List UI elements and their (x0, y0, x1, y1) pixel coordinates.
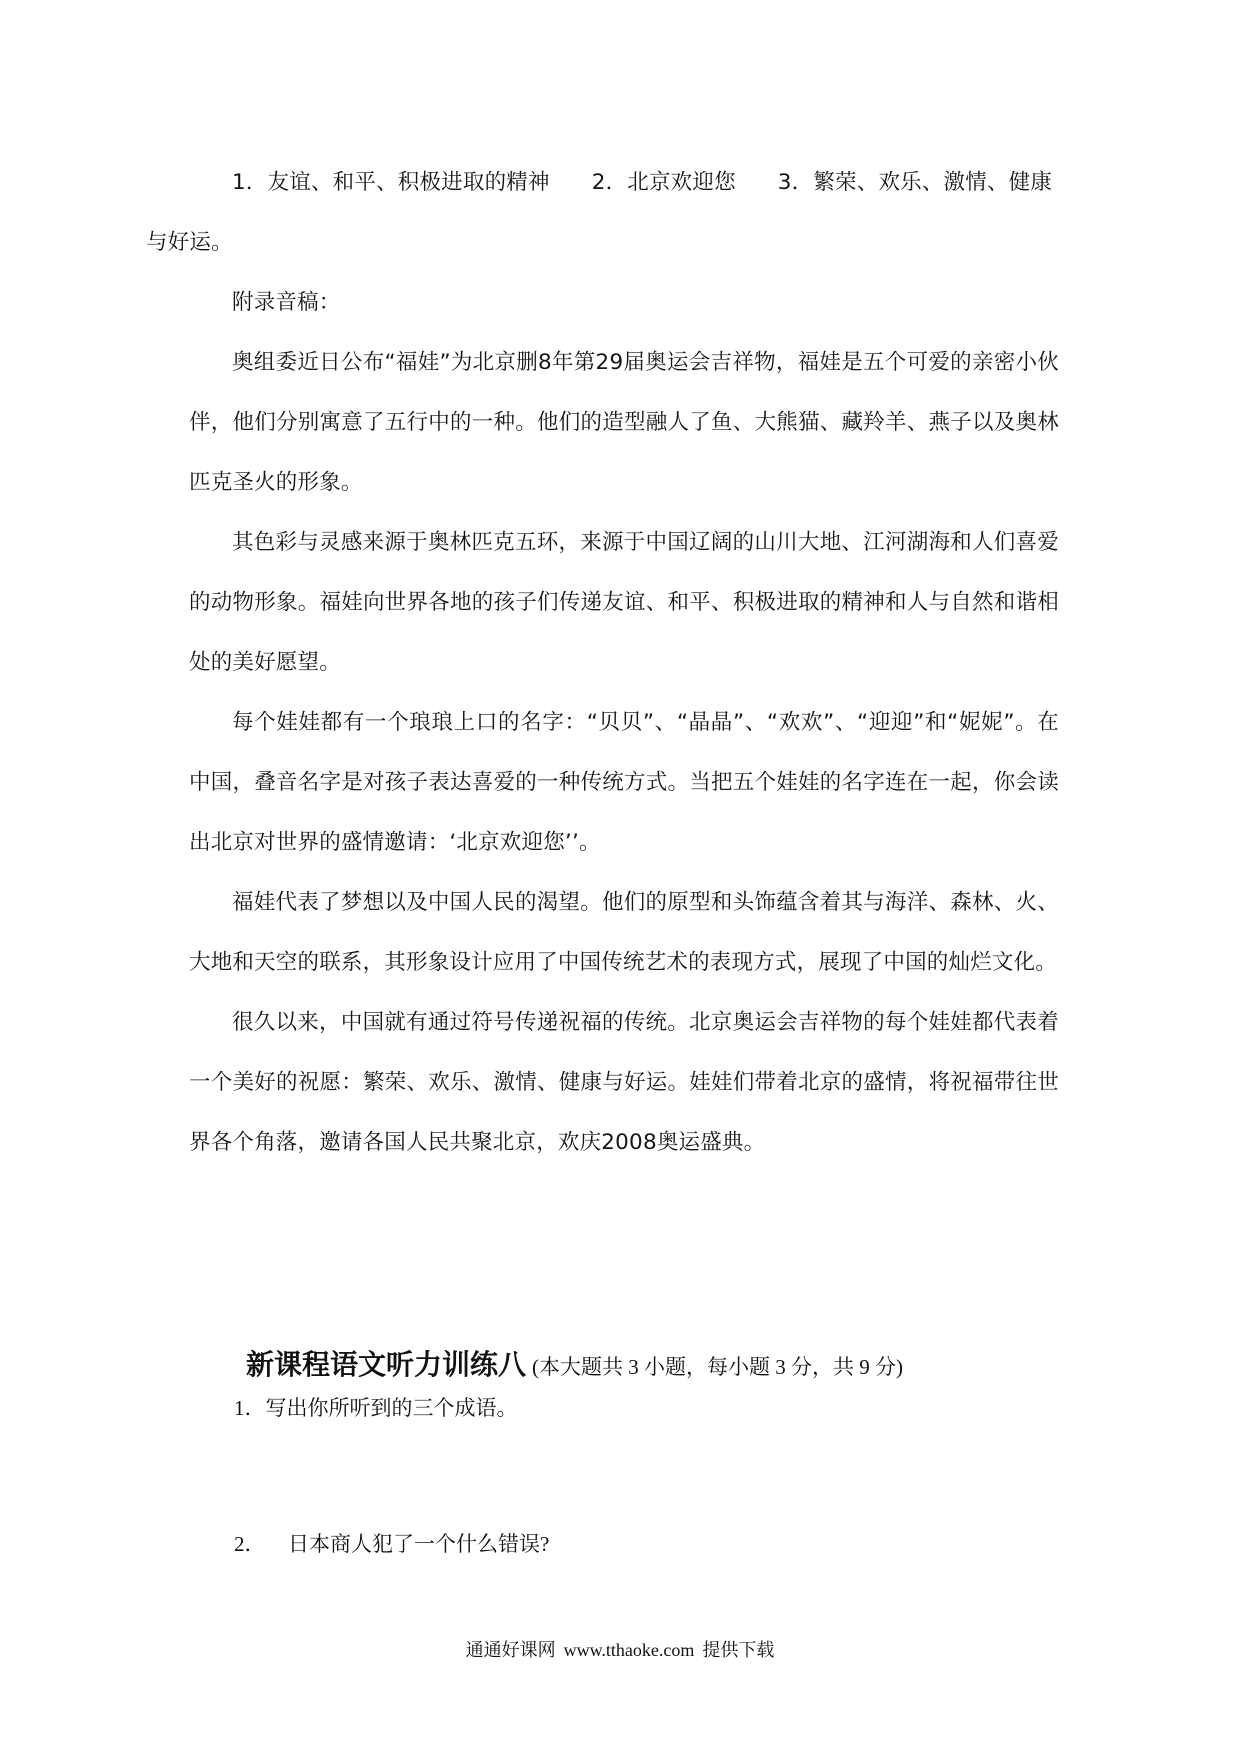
footer-suffix: 提供下载 (702, 1640, 775, 1660)
answer-line (146, 153, 1059, 273)
paragraph-4: 福娃代表了梦想以及中国人民的渴望。他们的原型和头饰蕴含着其与海洋、森林、火、大地和天空的联系，其形象设计应用了中国传统艺术的表现方式，展现了中国的灿烂文化。 (189, 890, 1059, 975)
answer-item-1: 1．友谊、和平、积极进取的精神 (232, 170, 550, 195)
appendix-heading: 附录音稿： (232, 290, 341, 315)
question-2 (234, 1528, 549, 1558)
answer-item-2: 2．北京欢迎您 (591, 170, 736, 195)
page-footer (0, 1636, 1240, 1662)
question-1: 1．写出你所听到的三个成语。 (234, 1396, 518, 1420)
section-heading (246, 1343, 903, 1383)
answer-item-3: 3．繁荣、欢乐、激情、健康 (777, 170, 1053, 195)
section-title: 新课程语文听力训练八 (246, 1350, 527, 1381)
question-2-text: 日本商人犯了一个什么错误? (288, 1532, 550, 1556)
footer-url: www.tthaoke.com (563, 1640, 695, 1660)
answer-item-3-continued: 与好运。 (146, 230, 233, 255)
answer-block (146, 153, 1059, 1173)
paragraph-1: 奥组委近日公布“福娃”为北京删8年第29届奥运会吉祥物，福娃是五个可爱的亲密小伙伴，他们分别寓意了五行中的一种。他们的造型融人了鱼、大熊猫、藏羚羊、燕子以及奥林匹克圣火的形象。 (189, 350, 1059, 495)
footer-site-name: 通通好课网 (465, 1640, 556, 1660)
paragraph-2: 其色彩与灵感来源于奥林匹克五环，来源于中国辽阔的山川大地、江河湖海和人们喜爱的动物形象。福娃向世界各地的孩子们传递友谊、和平、积极进取的精神和人与自然和谐相处的美好愿望。 (189, 530, 1059, 675)
question-2-number: 2． (234, 1532, 266, 1556)
paragraph-5: 很久以来，中国就有通过符号传递祝福的传统。北京奥运会吉祥物的每个娃娃都代表着一个美好的祝愿：繁荣、欢乐、激情、健康与好运。娃娃们带着北京的盛情，将祝福带往世界各个角落，邀请各国人民共聚北京，欢庆2008奥运盛典。 (189, 1010, 1059, 1155)
section-scoring-note: (本大题共 3 小题，每小题 3 分，共 9 分) (532, 1355, 904, 1379)
paragraph-3: 每个娃娃都有一个琅琅上口的名字：“贝贝”、“晶晶”、“欢欢”、“迎迎”和“妮妮”。在中国，叠音名字是对孩子表达喜爱的一种传统方式。当把五个娃娃的名字连在一起，你会读出北京对世界的盛情邀请：‘北京欢迎您’’。 (189, 710, 1059, 855)
